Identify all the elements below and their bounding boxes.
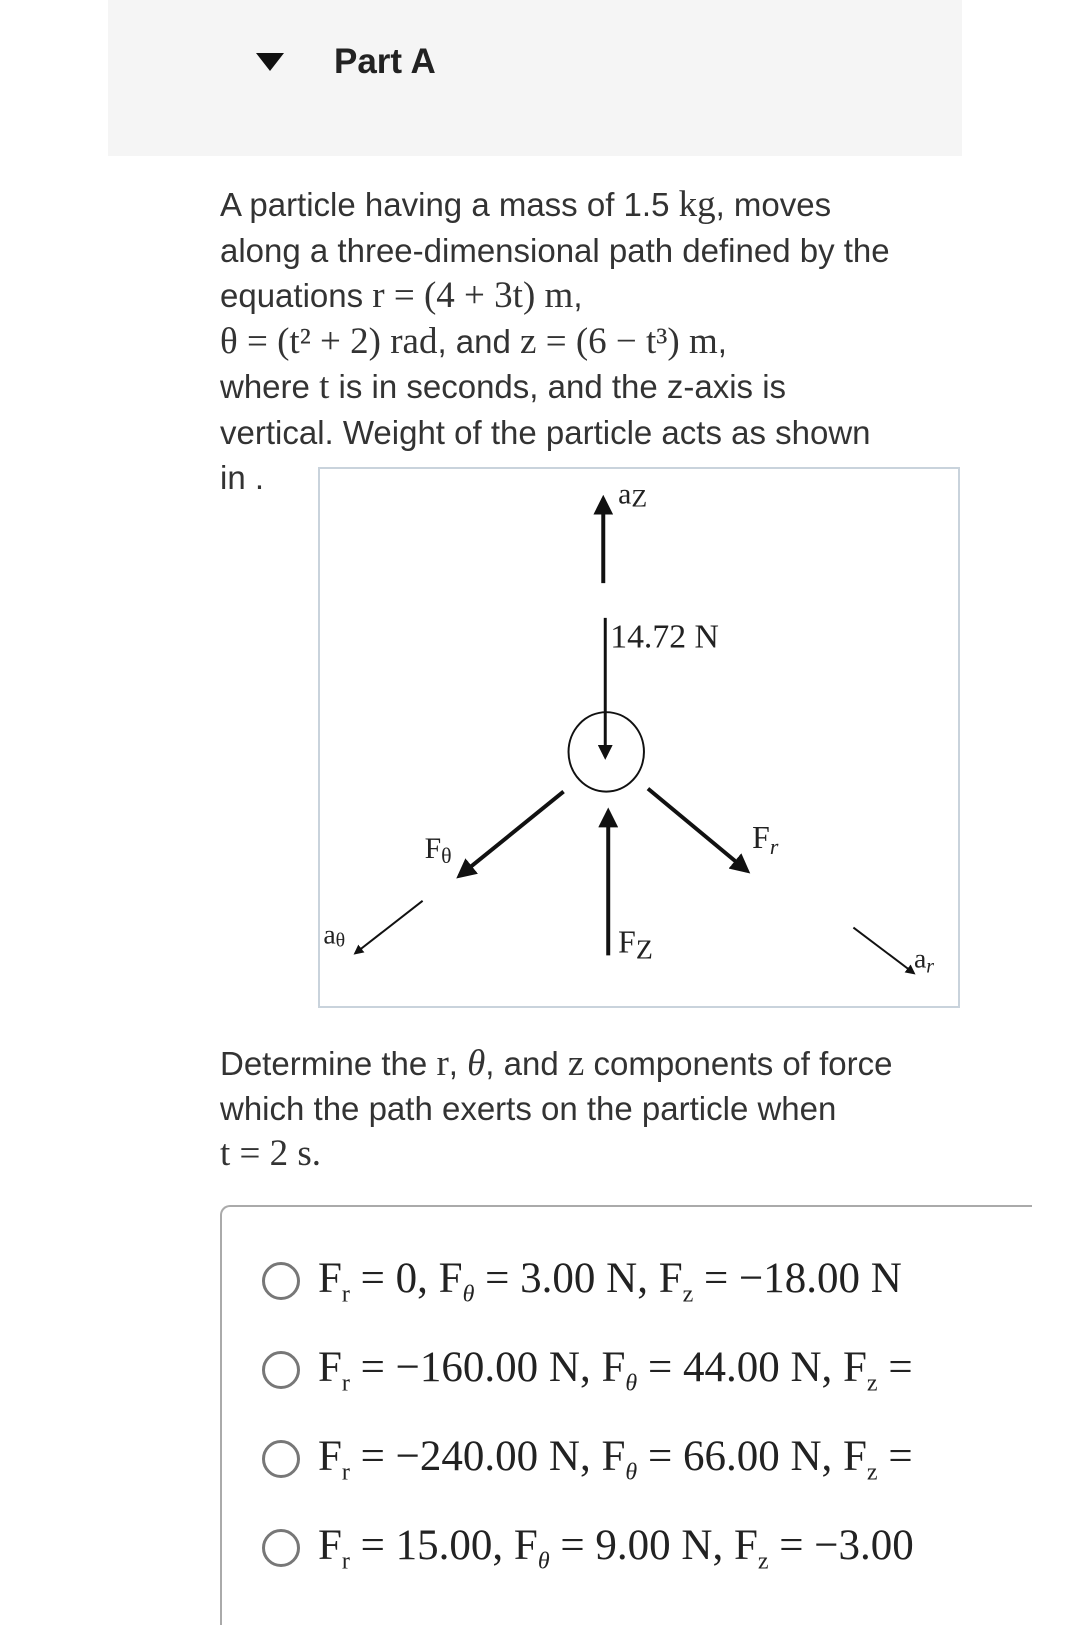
math: kg	[678, 184, 716, 225]
atheta-arrow	[355, 901, 422, 954]
fz-label: FZ	[618, 924, 653, 966]
problem-statement	[220, 182, 960, 501]
text: where	[220, 368, 320, 405]
radio-button[interactable]	[262, 1440, 300, 1478]
ftheta-label: Fθ	[424, 832, 452, 869]
text: , moves	[715, 186, 832, 223]
diagram-svg	[320, 469, 958, 1006]
question-text	[220, 1041, 980, 1176]
math-t: t	[319, 366, 330, 407]
fr-arrow	[648, 789, 747, 871]
option-text: $F_r = -160.00$ N, $F_\theta = 44.00$ N, $F_z$ =	[318, 1343, 913, 1397]
option-text: $F_r = -240.00$ N, $F_\theta = 66.00$ N, $F_z$ =	[318, 1432, 913, 1486]
text: is in seconds, and the z-axis is	[329, 368, 787, 405]
answer-options	[220, 1205, 1032, 1625]
ar-label: ar	[913, 943, 935, 978]
text: components of force	[584, 1045, 893, 1082]
answer-option[interactable]	[262, 1518, 914, 1578]
text: Determine the	[220, 1045, 437, 1082]
math-time: t = 2 s.	[220, 1133, 322, 1174]
answer-option[interactable]	[262, 1251, 902, 1311]
radio-button[interactable]	[262, 1529, 300, 1567]
part-title: Part A	[334, 42, 436, 81]
text: ,	[573, 277, 583, 314]
math-theta: θ = (t² + 2) rad	[220, 320, 438, 362]
answer-option[interactable]	[262, 1429, 913, 1489]
atheta-label: aθ	[323, 919, 346, 952]
radio-button[interactable]	[262, 1262, 300, 1300]
text: , and	[485, 1045, 568, 1082]
math-r: r = (4 + 3t) m	[372, 275, 574, 316]
caret-down-icon[interactable]	[256, 53, 284, 71]
math: r	[436, 1043, 449, 1084]
option-text: $F_r = 0$, $F_\theta = 3.00$ N, $F_z = -18.00$ N	[318, 1254, 902, 1308]
answer-option[interactable]	[262, 1340, 913, 1400]
text: ,	[448, 1045, 468, 1082]
part-header[interactable]	[108, 0, 962, 156]
text: along a three-dimensional path defined by the	[220, 231, 890, 269]
fr-label: Fr	[752, 820, 779, 860]
text: ,	[717, 322, 727, 360]
weight-label: 14.72 N	[610, 618, 719, 656]
free-body-diagram	[318, 467, 960, 1008]
option-text: $F_r = 15.00$, $F_\theta = 9.00$ N, $F_z = -3.00$	[318, 1521, 914, 1575]
ftheta-arrow	[459, 792, 563, 876]
math: z	[567, 1043, 585, 1084]
az-label: aZ	[618, 477, 648, 513]
text: equations	[220, 277, 373, 314]
radio-button[interactable]	[262, 1351, 300, 1389]
text: A particle having a mass of 1.5	[220, 186, 679, 223]
math: θ	[467, 1043, 486, 1084]
text: in .	[220, 459, 265, 496]
math-z: z = (6 − t³) m	[520, 320, 718, 362]
text: , and	[437, 322, 521, 360]
ar-arrow	[853, 928, 914, 974]
text: vertical. Weight of the particle acts as shown	[220, 413, 871, 451]
text: which the path exerts on the particle when	[220, 1090, 837, 1127]
